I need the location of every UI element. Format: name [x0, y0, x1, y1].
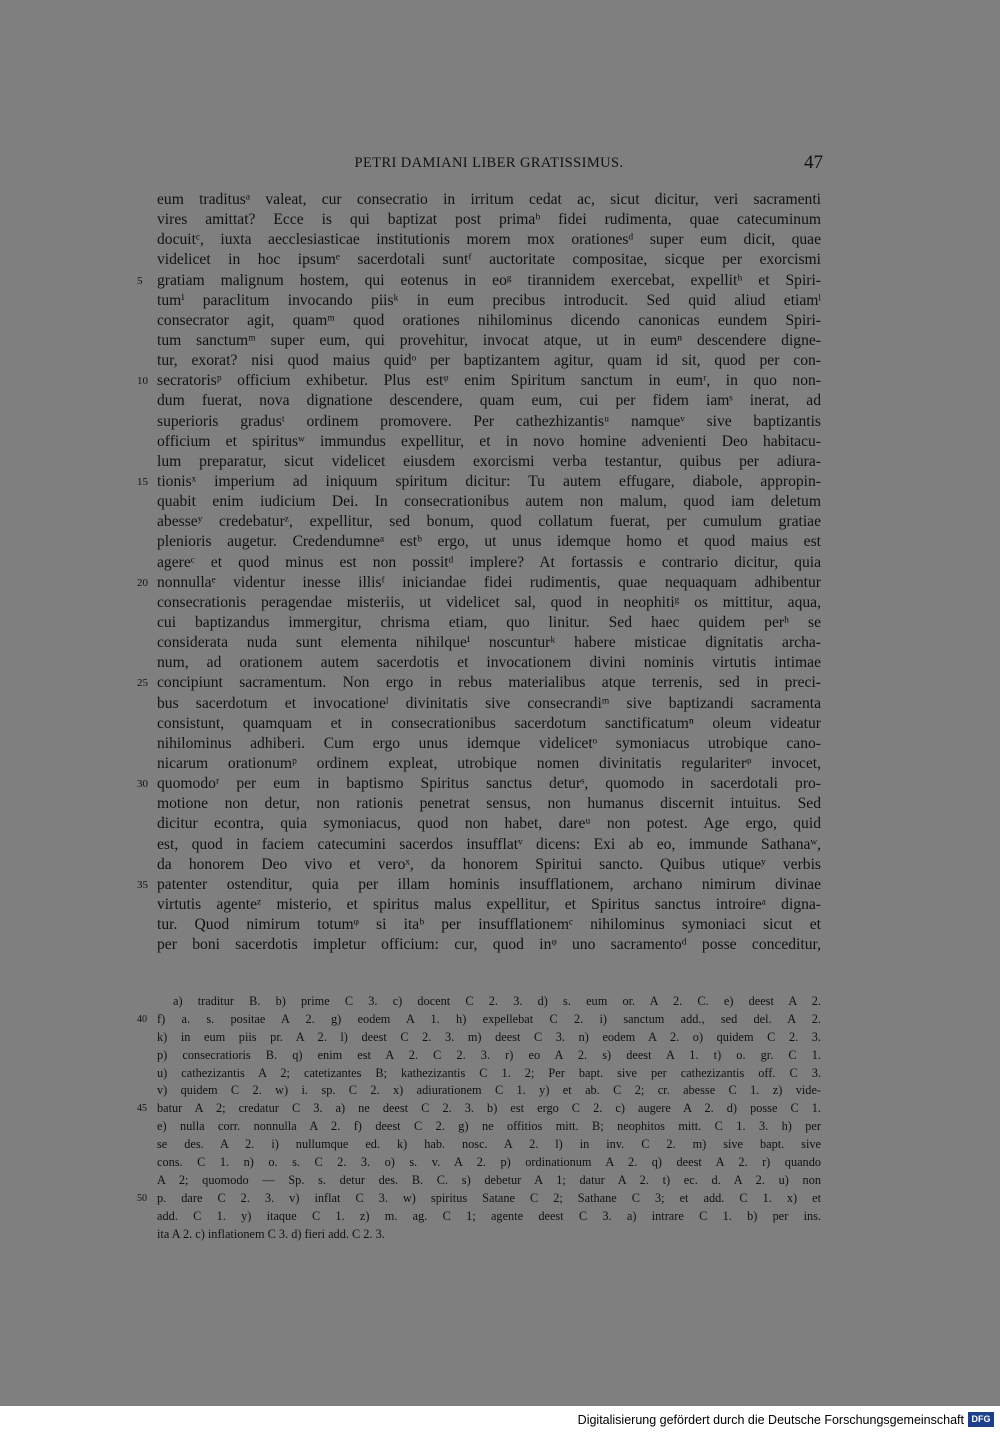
text-line [157, 492, 821, 512]
line-text: num, ad orationem autem sacerdotis et invocationem divini nominis virtutis intimae [157, 654, 821, 672]
main-text-block [137, 190, 821, 955]
footnote-text: ita A 2. c) inflationem C 3. d) fieri add. C 2. 3. [157, 1226, 385, 1241]
line-text: quabit enim iudicium Dei. In consecrationibus autem non malum, quod iam deletum [157, 493, 821, 511]
footnote-line [157, 1082, 821, 1100]
line-text: est, quod in faciem catecumini sacerdos insufflatᵛ dicens: Exi ab eo, immunde Sathanaʷ, [157, 835, 821, 853]
text-line [157, 754, 821, 774]
text-line [137, 573, 821, 593]
line-number: 40 [137, 1013, 147, 1025]
line-number: 20 [137, 576, 148, 589]
line-text: tur. Quod nimirum totumᵠ si itaᵇ per insufflationemᶜ nihilominus symoniaci sicut et [157, 916, 821, 934]
line-text: eum traditusᵃ valeat, cur consecratio in irritum cedat ac, sicut dicitur, veri sacramenti [157, 191, 821, 208]
line-text: considerata nuda sunt elementa nihilqueⁱ noscunturᵏ habere misticae dignitatis archa- [157, 634, 821, 652]
text-line [137, 875, 821, 895]
line-text: da honorem Deo vivo et veroˣ, da honorem Spiritui sancto. Quibus utiqueʸ verbis [157, 855, 821, 873]
line-text: vires amittat? Ecce is qui baptizat post primaᵇ fidei rudimenta, quae catecuminum [157, 211, 821, 229]
line-text: nonnullaᵉ videntur inesse illisᶠ iniciandae fidei rudimentis, quae nequaquam adhibentur [157, 573, 821, 591]
line-text: tionisˣ imperium ad iniquum spiritum dicitur: Tu autem effugare, diabole, appropin- [157, 472, 821, 490]
line-text: consecrationis peragendae misteriis, ut videlicet sal, quod in neophitiᵍ os mittitur, aqua, [157, 593, 821, 611]
text-line [157, 895, 821, 915]
line-text: cui baptizandus immergitur, chrisma etiam, quo linitur. Sed haec quidem perʰ se [157, 613, 821, 631]
footer-credit: Digitalisierung gefördert durch die Deutsche Forschungsgemeinschaft [577, 1413, 964, 1427]
footnote-line [137, 1100, 821, 1118]
line-text: superioris gradusᵗ ordinem promovere. Per cathezhizantisᵘ namqueᵛ sive baptizantis [157, 412, 821, 430]
text-line [157, 532, 821, 552]
footnote-text: add. C 1. y) itaque C 1. z) m. ag. C 1; agente deest C 3. a) intrare C 1. b) per ins. [157, 1208, 821, 1223]
footnote-line [157, 993, 821, 1011]
text-line [157, 814, 821, 834]
line-number: 35 [137, 878, 148, 891]
text-line [157, 412, 821, 432]
line-text: nihilominus adhiberi. Cum ergo unus idemque videlicetᵒ symoniacus utrobique cano- [157, 734, 821, 752]
text-line [157, 351, 821, 371]
footnote-line [137, 1190, 821, 1208]
footnote-text: f) a. s. positae A 2. g) eodem A 1. h) expellebat C 2. i) sanctum add., sed del. A 2. [157, 1011, 821, 1026]
line-number: 5 [137, 274, 143, 287]
footnote-line [157, 1065, 821, 1083]
text-line [157, 734, 821, 754]
line-number: 45 [137, 1103, 147, 1115]
page-header [155, 152, 823, 176]
text-line [157, 613, 821, 633]
line-text: motione non detur, non rationis penetrat sensus, non humanus discernit intuitus. Sed [157, 795, 821, 813]
line-text: videlicet in hoc ipsumᵉ sacerdotali suntᶠ auctoritate compositae, sicque per exorcismi [157, 251, 821, 269]
footnote-text: A 2; quomodo — Sp. s. detur des. B. C. s) debetur A 1; datur A 2. t) ec. d. A 2. u) non [157, 1172, 821, 1187]
line-text: quomodoʳ per eum in baptismo Spiritus sanctus deturˢ, quomodo in sacerdotali pro- [157, 775, 821, 793]
footnote-text: p. dare C 2. 3. v) inflat C 3. w) spiritus Satane C 2; Sathane C 3; et add. C 1. x) et [157, 1190, 821, 1205]
text-line [137, 271, 821, 291]
text-line [137, 472, 821, 492]
line-text: secratorisᵖ officium exhibetur. Plus estᵠ enim Spiritum sanctum in eumʳ, in quo non- [157, 372, 821, 390]
text-line [157, 331, 821, 351]
line-text: gratiam malignum hostem, qui eotenus in eoᵍ tirannidem exercebat, expellitʰ et Spiri- [157, 271, 821, 289]
line-text: patenter ostenditur, quia per illam hominis insufflationem, archano nimirum divinae [157, 875, 821, 893]
line-text: abesseʸ credebaturᶻ, expellitur, sed bonum, quod collatum fuerat, per cumulum gratiae [157, 513, 821, 531]
text-line [157, 311, 821, 331]
footnote-text: se des. A 2. i) nullumque ed. k) hab. nosc. A 2. l) in inv. C 2. m) sive bapt. sive [157, 1137, 821, 1152]
footnote-line [157, 1208, 821, 1226]
footer-bar [0, 1406, 1000, 1434]
footnote-line [157, 1029, 821, 1047]
line-number: 10 [137, 375, 148, 388]
page-number: 47 [804, 152, 823, 173]
footnote-text: cons. C 1. n) o. s. C 2. 3. o) s. v. A 2. p) ordinationum A 2. q) deest A 2. r) quando [157, 1155, 821, 1170]
line-text: per boni sacerdotis impletur officium: cur, quod inᵠ uno sacramentoᵈ posse conceditur, [157, 936, 821, 954]
footnote-text: batur A 2; credatur C 3. a) ne deest C 2. 3. b) est ergo C 2. c) augere A 2. d) posse C 1. [157, 1101, 821, 1116]
footnote-text: v) quidem C 2. w) i. sp. C 2. x) adiurationem C 1. y) et ab. C 2; cr. abesse C 1. z) vide- [157, 1083, 821, 1098]
line-text: bus sacerdotum et invocationeˡ divinitatis sive consecrandiᵐ sive baptizandi sacramenta [157, 694, 821, 712]
footnote-line [157, 1118, 821, 1136]
line-text: plenioris augetur. Credendumneᵃ estᵇ ergo, ut unus idemque homo et quod maius est [157, 533, 821, 551]
footnote-text: u) cathezizantis A 2; catetizantes B; kathezizantis C 1. 2; Per bapt. sive per cathezizantis off. C 3. [157, 1065, 821, 1080]
text-line [157, 915, 821, 935]
line-text: officium et spiritusʷ immundus expellitur, et in novo homine advenienti Deo habitacu- [157, 432, 821, 450]
line-number: 15 [137, 475, 148, 488]
line-text: virtutis agenteᶻ misterio, et spiritus malus expellitur, et Spiritus sanctus introireᵃ digna- [157, 895, 821, 913]
footnotes-block [137, 993, 821, 1243]
line-text: docuitᶜ, iuxta aecclesiasticae institutionis morem mox orationesᵈ super eum dicit, quae [157, 231, 821, 249]
text-line [157, 230, 821, 250]
line-number: 25 [137, 677, 148, 690]
text-line [157, 633, 821, 653]
footnote-line [137, 1011, 821, 1029]
line-text: dicitur econtra, quia symoniacus, quod non habet, dareᵘ non potest. Age ergo, quid [157, 815, 821, 833]
text-line [157, 512, 821, 532]
line-text: tum sanctumᵐ super eum, qui provehitur, invocat atque, ut in eumⁿ descendere digne- [157, 331, 821, 349]
footnote-text: e) nulla corr. nonnulla A 2. f) deest C 2. g) ne offitios mitt. B; neophitos mitt. C 1. 3. h) per [157, 1119, 821, 1134]
text-line [157, 190, 821, 210]
text-line [157, 835, 821, 855]
line-number: 50 [137, 1192, 147, 1204]
footnote-line [157, 1172, 821, 1190]
line-number: 30 [137, 778, 148, 791]
line-text: consecrator agit, quamᵐ quod orationes nihilominus dicendo canonicas eundem Spiri- [157, 311, 821, 329]
text-line [157, 553, 821, 573]
line-text: dum fuerat, nova dignatione descendere, quam eum, cui per fidem iamˢ inerat, ad [157, 392, 821, 410]
footnote-line [157, 1226, 821, 1244]
footnote-line [157, 1047, 821, 1065]
text-line [157, 694, 821, 714]
line-text: tur, exorat? nisi quod maius quidᵒ per baptizantem agitur, quam id sit, quod per con- [157, 352, 821, 370]
footnote-text: p) consecratioris B. q) enim est A 2. C 2. 3. r) eo A 2. s) deest A 1. t) o. gr. C 1. [157, 1047, 821, 1062]
line-text: concipiunt sacramentum. Non ergo in rebus materialibus atque terrenis, sed in preci- [157, 674, 821, 692]
line-text: tumⁱ paraclitum invocando piisᵏ in eum precibus introducit. Sed quid aliud etiamˡ [157, 291, 821, 309]
text-line [157, 250, 821, 270]
dfg-logo: DFG [968, 1412, 994, 1427]
line-text: nicarum orationumᵖ ordinem expleat, utrobique nomen divinitatis regulariterᵠ invocet, [157, 754, 821, 772]
text-line [157, 432, 821, 452]
text-line [137, 774, 821, 794]
text-line [137, 673, 821, 693]
text-line [157, 210, 821, 230]
line-text: agereᶜ et quod minus est non possitᵈ implere? At fortassis e contrario dicitur, quia [157, 553, 821, 571]
footnote-line [157, 1154, 821, 1172]
text-line [157, 291, 821, 311]
text-line [157, 935, 821, 955]
footnote-line [157, 1136, 821, 1154]
text-line [157, 452, 821, 472]
text-line [157, 391, 821, 411]
footnote-text: a) traditur B. b) prime C 3. c) docent C 2. 3. d) s. eum or. A 2. C. e) deest A 2. [173, 994, 821, 1008]
text-line [157, 794, 821, 814]
line-text: lum preparatur, sicut videlicet eiusdem exorcismi verba testantur, quibus per adiura- [157, 452, 821, 470]
running-title: PETRI DAMIANI LIBER GRATISSIMUS. [354, 155, 624, 171]
text-line [157, 855, 821, 875]
line-text: consistunt, quamquam et in consecrationibus sacerdotum sanctificatumⁿ oleum videatur [157, 714, 821, 732]
text-line [157, 714, 821, 734]
text-line [157, 653, 821, 673]
footnote-text: k) in eum piis pr. A 2. l) deest C 2. 3. m) deest C 3. n) eodem A 2. o) quidem C 2. 3. [157, 1029, 821, 1044]
text-line [137, 371, 821, 391]
text-line [157, 593, 821, 613]
